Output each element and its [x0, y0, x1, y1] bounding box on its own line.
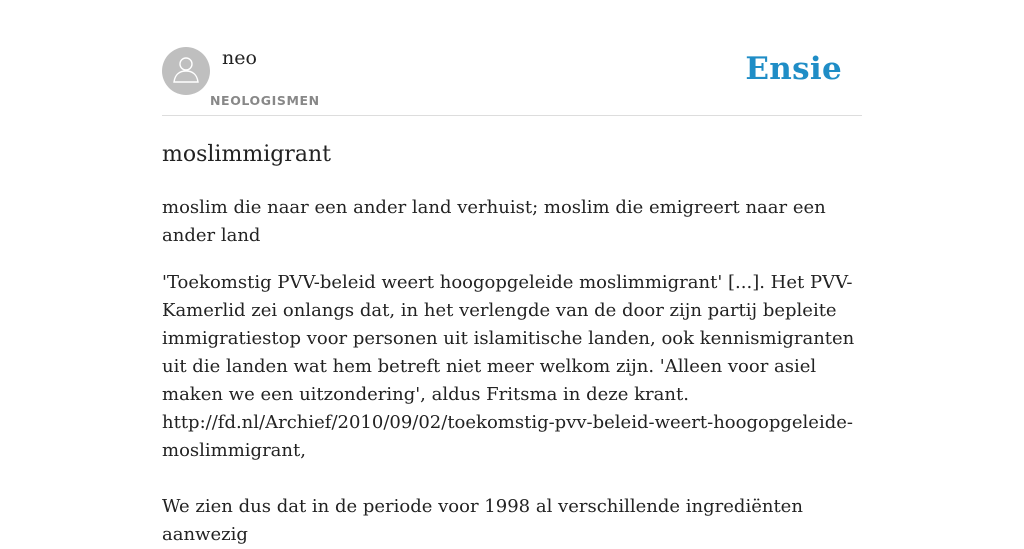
entry-example: 'Toekomstig PVV-beleid weert hoogopgeleide moslimmigrant' [...]. Het PVV-Kamerlid zei onlangs dat, in het verlengde van de door zijn partij bepleite immigratiestop voor personen uit islamitische landen, ook kennismigranten uit die landen wat hem betreft niet meer welkom zijn. 'Alleen voor asiel maken we een uitzondering', aldus Fritsma in deze krant. http://fd.nl/Archief/2010/09/02/toekomstig-pvv-beleid-weert-hoogopgeleide-moslimmigrant, We zien dus dat in de periode voor 1998 al verschillende ingrediënten aanwezig	[162, 272, 855, 545]
avatar[interactable]	[162, 47, 210, 95]
user-icon	[171, 54, 201, 89]
author-name[interactable]: neo	[222, 47, 257, 69]
header	[162, 46, 862, 116]
entry-title: moslimmigrant	[162, 142, 331, 167]
category-label[interactable]: NEOLOGISMEN	[210, 93, 320, 108]
entry-definition: moslim die naar een ander land verhuist; moslim die emigreert naar een ander land	[162, 197, 826, 246]
page	[162, 0, 862, 549]
site-logo[interactable]: Ensie	[745, 51, 842, 87]
